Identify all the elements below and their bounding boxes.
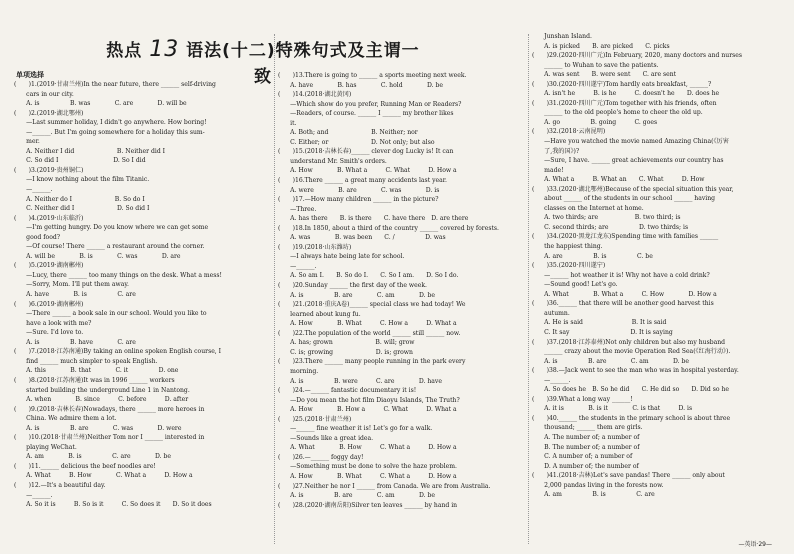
text-line: A. So does he B. So he did C. He did so D. Did so he — [532, 386, 729, 394]
text-line: —Do you mean the hot film Diaoyu Islands, The Truth? — [278, 396, 460, 404]
text-line: ( )7.(2018·江苏南通)By taking an online spoken English course, I — [14, 348, 222, 356]
text-line: ( )13.There is going to ______ a sports meeting next week. — [278, 72, 467, 79]
text-line: ( )14.(2018·湖北黄冈) — [278, 91, 352, 99]
text-line: —I know nothing about the film Titanic. — [14, 176, 150, 184]
text-line: A. What a B. What an C. What D. How — [532, 176, 705, 184]
text-line: A. was sent B. were sent C. are sent — [532, 71, 677, 79]
text-line: good food? — [14, 233, 61, 241]
text-line: ( )9.(2018·吉林长春)Nowadays, there ______ more heroes in — [14, 405, 205, 413]
text-line: A. was B. was been C. / D. was — [278, 234, 446, 242]
text-line: A. have B. is C. are — [14, 291, 136, 299]
text-line: 了,我的国》)? — [532, 147, 580, 155]
text-line: —Sounds like a great idea. — [278, 434, 374, 442]
column-divider — [274, 34, 275, 544]
text-line: A. has; grown B. will; grow — [278, 339, 415, 347]
text-line: —______. — [278, 262, 317, 270]
text-line: ( )22.The population of the world ______ still ______ now. — [278, 329, 461, 337]
text-line: thousand; ______ them are girls. — [532, 424, 643, 432]
text-line: C. Either; or D. Not only; but also — [278, 138, 435, 146]
text-line: ( )37.(2018·江苏泰州)Not only children but also my husband — [532, 338, 726, 346]
text-line: A. has there B. is there C. have there D. are there — [278, 215, 469, 223]
text-line: classes on the Internet at home. — [532, 204, 644, 212]
column-right — [532, 32, 780, 552]
text-line: ( )2.(2019·湖北鄂州) — [14, 109, 84, 117]
text-line: C. So did I D. So I did — [14, 157, 146, 165]
text-line: ( )33.(2020·湖北鄂州)Because of the special situation this year, — [532, 185, 734, 193]
text-line: A. So it is B. So is it C. So does it D. So it does — [14, 501, 212, 509]
text-line: morning. — [278, 367, 319, 375]
text-line: A. is B. are C. am D. be — [278, 291, 436, 299]
text-line: —There ______ a book sale in our school. Would you like to — [14, 310, 207, 318]
text-line: A. How B. What a C. What D. How a — [278, 167, 457, 175]
text-line: —______ fine weather it is! Let's go for a walk. — [278, 425, 433, 433]
text-line: ( )15.(2018·吉林长春)______ clever dog Lucky is! It can — [278, 148, 454, 156]
text-line: ( )29.(2020·四川广元)In February, 2020, many doctors and nurses — [532, 52, 742, 60]
text-line: A. is B. have C. are — [14, 338, 136, 346]
text-line: A. How B. What C. What a D. How a — [278, 472, 457, 480]
text-line: ( )31.(2020·四川广元)Tom together with his friends, often — [532, 99, 717, 107]
text-line: ( )8.(2018·江苏南通)It was in 1996 ______ workers — [14, 376, 175, 384]
text-line: Junshan Island. — [532, 33, 592, 40]
text-line: A. am B. is C. are D. be — [14, 453, 172, 461]
text-line: A. are B. is C. be — [532, 252, 653, 260]
text-line: ( )30.(2020·四川遂宁)Tom hardly eats breakfast, ______? — [532, 80, 712, 88]
text-line: —Have you watched the movie named Amazing China(《厉害 — [532, 138, 729, 146]
text-line: A. have B. has C. hold D. be — [278, 81, 444, 89]
text-line: —Three. — [278, 205, 317, 213]
text-line: made! — [532, 166, 564, 174]
text-line: ( )16.There ______ a great many accidents last year. — [278, 177, 447, 185]
text-line: A. is B. were C. are D. have — [278, 377, 442, 385]
text-line: started building the underground Line 1 in Nantong. — [14, 386, 190, 394]
text-line: —Sorry, Mom. I'll put them away. — [14, 281, 129, 289]
text-line: learned about kung fu. — [278, 310, 361, 318]
text-line: ( )40.______ the students in the primary school is about three — [532, 414, 731, 422]
text-line: the happiest thing. — [532, 243, 603, 251]
text-line: —______ hot weather it is! Why not have a cold drink? — [532, 271, 710, 279]
text-line: A. will be B. is C. was D. are — [14, 252, 181, 260]
text-line: mer. — [14, 138, 40, 146]
text-line: ( )23.There ______ many people running in the park every — [278, 358, 466, 366]
title-number: 13 — [149, 37, 180, 62]
text-line: ( )39.What a long way ______! — [532, 395, 633, 403]
text-line: —Lucy, there ______ too many things on the desk. What a mess! — [14, 271, 222, 279]
text-line: —Sure, I have. ______ great achievements our country has — [532, 157, 724, 165]
text-line: ( )1.(2019·甘肃兰州)In the near future, there ______ self-driving — [14, 81, 216, 88]
text-line: understand Mr. Smith's orders. — [278, 157, 387, 165]
text-line: A. is B. are C. am D. be — [278, 492, 436, 500]
text-line: —______. But I'm going somewhere for a holiday this sum- — [14, 128, 205, 136]
text-line: autumn. — [532, 309, 570, 317]
text-line: —______. — [14, 491, 53, 499]
text-line: it. — [278, 119, 297, 127]
text-line: C. Neither did I D. So did I — [14, 205, 150, 213]
text-line: —Last summer holiday, I didn't go anywhere. How boring! — [14, 119, 207, 127]
text-line: ( )28.(2020·湖南岳阳)Silver ten leaves ______ by hand in — [278, 501, 458, 509]
text-line: ( )19.(2018·山东潍坊) — [278, 243, 352, 251]
text-line: ( )26.—______ foggy day! — [278, 453, 364, 461]
text-line: A. isn't he B. is he C. doesn't he D. does he — [532, 90, 720, 98]
text-line: A. The number of; a number of — [532, 433, 640, 441]
text-line: A. is B. was C. are D. will be — [14, 100, 187, 108]
text-line: ( )3.(2019·贵州铜仁) — [14, 166, 84, 174]
text-line: ( )38.—Jack went to see the man who was in hospital yesterday. — [532, 367, 739, 375]
text-line: cars in our city. — [14, 90, 74, 98]
text-line: A. were B. are C. was D. is — [278, 186, 440, 194]
text-line: ( )10.(2018·甘肃兰州)Neither Tom nor I ______ interested in — [14, 434, 205, 442]
text-line: —Sure. I'd love to. — [14, 329, 84, 337]
column-left — [14, 80, 272, 540]
text-line: ( )11.______ delicious the beef noodles are! — [14, 462, 156, 470]
text-line: A. How B. How a C. What D. What a — [278, 406, 457, 414]
text-line: ______ crazy about the movie Operation Red Sea(《红海行动》). — [532, 348, 731, 356]
text-line: A. go B. going C. goes — [532, 118, 658, 126]
section-heading: 单项选择 — [16, 71, 44, 79]
text-line: ( )5.(2019·湖南郴州) — [14, 262, 84, 270]
text-line: B. The number of; a number of — [532, 443, 640, 451]
text-line: —Of course! There ______ a restaurant around the corner. — [14, 243, 205, 251]
text-line: —I always hate being late for school. — [278, 253, 405, 261]
text-line: playing WeChat. — [14, 443, 77, 451]
text-line: ( )24.—______ fantastic documentary it is! — [278, 387, 417, 395]
text-line: ( )35.(2020·四川遂宁) — [532, 262, 606, 270]
text-line: 2,000 pandas living in the forests now. — [532, 481, 664, 489]
text-line: A. Neither do I B. So do I — [14, 195, 145, 203]
text-line: A. How B. What C. How a D. What a — [278, 320, 457, 328]
text-line: A. am B. is C. are — [532, 491, 655, 499]
text-line: A. Neither I did B. Neither did I — [14, 147, 166, 155]
text-line: C. It say D. It is saying — [532, 328, 673, 336]
page-footer: —英语·29— — [738, 541, 772, 548]
text-line: ( )41.(2018·吉林)Let's save pandas! There ______ only about — [532, 472, 725, 480]
text-line: A. is B. are C. was D. were — [14, 424, 182, 432]
text-line: D. A number of; the number of — [532, 462, 639, 470]
text-line: C. is; growing D. is; grown — [278, 348, 413, 356]
text-line: ( )18.In 1850, about a third of the country ______ covered by forests. — [278, 224, 499, 232]
text-line: A. when B. since C. before D. after — [14, 396, 189, 404]
text-line: ( )27.Neither he nor I ______ from Canada. We are from Australia. — [278, 482, 491, 490]
text-line: A. He is said B. It is said — [532, 319, 667, 327]
text-line: have a look with me? — [14, 319, 92, 327]
text-line: about ______ of the students in our school ______ having — [532, 195, 716, 203]
text-line: ( )17.—How many children ______ in the picture? — [278, 196, 439, 204]
text-line: —______. — [532, 376, 571, 384]
column-middle — [278, 71, 524, 535]
text-line: ______ to the old people's home to cheer the old up. — [532, 109, 703, 117]
text-line: —Sound good! Let's go. — [532, 281, 618, 289]
title-prefix: 热点 — [106, 41, 143, 61]
text-line: A. this B. that C. it D. one — [14, 367, 179, 375]
text-line: China. We admire them a lot. — [14, 415, 117, 423]
text-line: ( )34.(2020·黑龙江龙东)Spending time with families ______ — [532, 233, 719, 241]
text-line: ( )4.(2019·山东临沂) — [14, 214, 84, 222]
text-line: —I'm getting hungry. Do you know where we can get some — [14, 224, 209, 232]
text-line: C. A number of; a number of — [532, 453, 633, 461]
text-line: ( )20.Sunday ______ the first day of the week. — [278, 282, 427, 290]
text-line: —Which show do you prefer, Running Man or Readers? — [278, 100, 462, 108]
text-line: ( )6.(2019·湖南郴州) — [14, 300, 84, 308]
text-line: —Something must be done to solve the haze problem. — [278, 463, 457, 471]
text-line: ( )32.(2018·云南昆明) — [532, 128, 606, 136]
text-line: A. What B. What a C. How D. How a — [532, 290, 717, 298]
text-line: find ______ much simpler to speak English. — [14, 357, 158, 365]
text-line: A. it is B. is it C. is that D. is — [532, 405, 693, 413]
text-line: A. What B. How C. What a D. How a — [14, 472, 193, 480]
text-line: A. two thirds; are B. two third; is — [532, 214, 681, 222]
text-line: ( )12.—It's a beautiful day. — [14, 481, 106, 489]
text-line: —______. — [14, 186, 53, 194]
text-line: A. Both; and B. Neither; nor — [278, 129, 418, 137]
text-line: A. So am I. B. So do I. C. So I am. D. So I do. — [278, 272, 459, 280]
text-line: A. What B. How C. What a D. How a — [278, 444, 457, 452]
text-line: A. is B. are C. am D. be — [532, 357, 690, 365]
text-line: ( )21.(2018·重庆A卷)______ special class we had today! We — [278, 301, 466, 309]
text-line: ( )25.(2018·甘肃兰州) — [278, 415, 352, 423]
text-line: A. is picked B. are picked C. picks — [532, 42, 670, 50]
text-line: ______ to Wuhan to save the patients. — [532, 61, 659, 69]
text-line: ( )36.______ that there will be another good harvest this — [532, 300, 714, 308]
text-line: —Readers, of course. ______ I ______ my brother likes — [278, 110, 454, 118]
text-line: C. second thirds; are D. two thirds; is — [532, 223, 689, 231]
title-suffix: 语法(十二)特殊句式及主谓一致 — [186, 41, 420, 87]
column-divider — [528, 34, 529, 544]
